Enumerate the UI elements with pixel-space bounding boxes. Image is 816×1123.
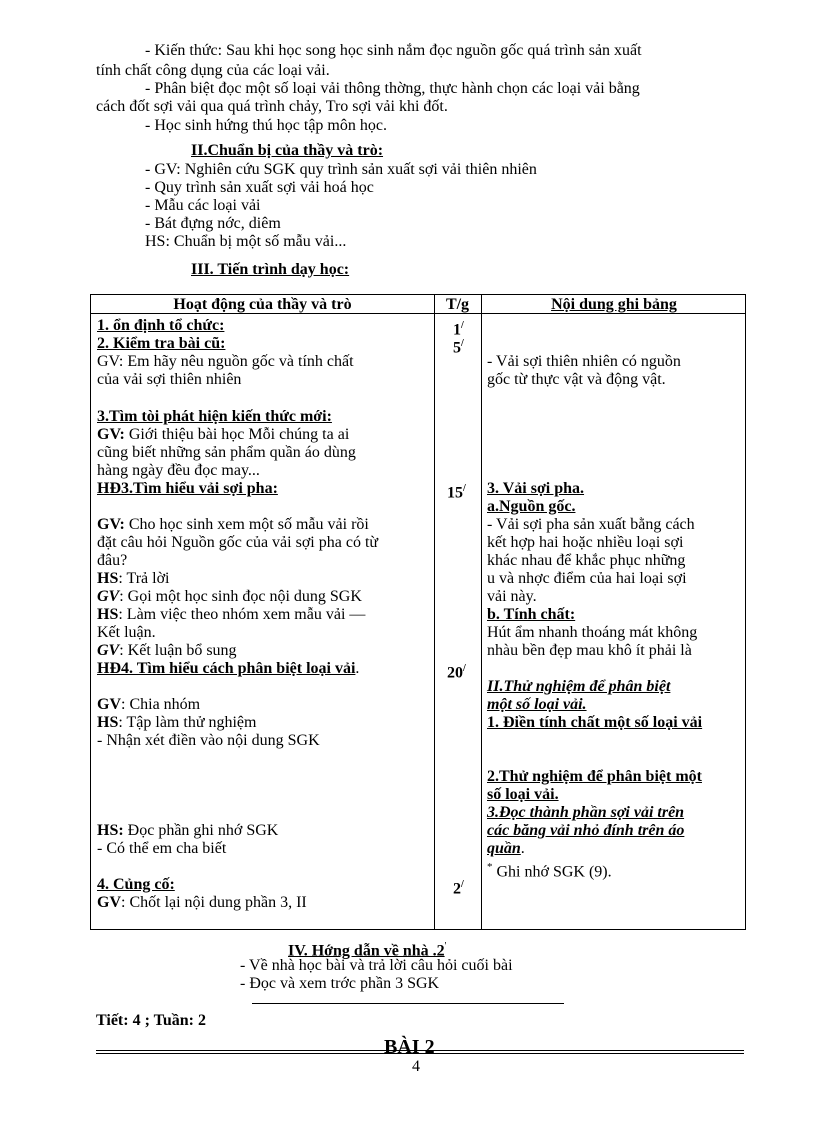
activity-4-heading: [97, 660, 359, 678]
activity-line: [97, 588, 362, 606]
separator-line: [252, 1003, 564, 1004]
activity-line: đâu?: [97, 552, 128, 569]
memo-line: - Có thể em cha biết: [97, 840, 227, 857]
activity-line: [97, 606, 365, 624]
speaker-label: HS: [97, 606, 119, 623]
homework-heading-mark: ': [444, 941, 447, 952]
content-subheading: b. Tính chất:: [487, 606, 576, 623]
intro-line: [97, 426, 349, 444]
memo-note-text: Ghi nhớ SGK (9).: [492, 863, 612, 881]
prep-item: - Bát đựng nớc, diêm: [145, 215, 281, 232]
column-divider: [481, 295, 482, 929]
prep-item: HS: Chuẩn bị một số mẫu vải...: [145, 233, 347, 250]
activity-text: : Kết luận bổ sung: [119, 642, 237, 659]
objective-distinguish: - Phân biệt đọc một số loại vải thông thờng, thực hành chọn các loại vải bằng: [145, 80, 640, 97]
activity-line: [97, 642, 237, 660]
section-old-lesson-check: 2. Kiểm tra bài cũ:: [97, 335, 226, 352]
content-heading: một số loại vải.: [487, 696, 587, 713]
content-heading: II.Thử nghiệm để phân biệt: [487, 678, 671, 695]
time-unit: /: [461, 338, 464, 349]
activity-text: : Chia nhóm: [121, 696, 201, 713]
activity-line: Kết luận.: [97, 624, 156, 641]
activity-line: - Nhận xét điền vào nội dung SGK: [97, 732, 320, 749]
content-subheading: [487, 840, 525, 858]
time-unit: /: [461, 320, 464, 331]
intro-line: cũng biết những sản phẩm quần áo dùng: [97, 444, 356, 461]
time-number: 15: [447, 484, 463, 502]
content-subheading: 1. Điền tính chất một số loại vải: [487, 714, 703, 731]
activity-3-heading: HĐ3.Tìm hiểu vải sợi pha:: [97, 480, 278, 497]
time-unit: /: [463, 663, 466, 674]
prep-item: - Mẫu các loại vải: [145, 197, 261, 214]
intro-line: hàng ngày đều đọc may...: [97, 462, 260, 479]
content-line: - Vải sợi thiên nhiên có nguồn: [487, 353, 681, 370]
section-organization: 1. ổn định tổ chức:: [97, 317, 225, 334]
header-activity: Hoạt động của thầy và trò: [173, 296, 352, 313]
content-subheading: số loại vải.: [487, 786, 559, 803]
activity-text: : Tập làm thử nghiệm: [118, 714, 257, 731]
speaker-label: GV: [97, 588, 120, 605]
objective-knowledge-cont: tính chất công dụng của các loại vải.: [96, 62, 330, 79]
intro-text: Giới thiệu bài học Mỗi chúng ta ai: [124, 426, 350, 443]
process-heading: III. Tiến trình dạy học:: [191, 261, 350, 278]
content-line: gốc từ thực vật và động vật.: [487, 371, 666, 388]
section-new-knowledge: 3.Tìm tòi phát hiện kiến thức mới:: [97, 408, 332, 425]
content-line: nhàu bền đẹp mau khô ít phải là: [487, 642, 692, 659]
activity-text: Cho học sinh xem một số mẫu vải rồi: [124, 516, 369, 533]
section-consolidation: 4. Củng cố:: [97, 876, 175, 893]
lesson-info: Tiết: 4 ; Tuần: 2: [96, 1012, 206, 1029]
prep-item: - GV: Nghiên cứu SGK quy trình sản xuất sợi vải thiên nhiên: [145, 161, 537, 178]
activity-4-title: HĐ4. Tìm hiểu cách phân biệt loại vải: [97, 660, 356, 677]
activity-line: [97, 696, 200, 714]
speaker-label: GV: [97, 642, 120, 659]
objective-interest: - Học sinh hứng thú học tập môn học.: [145, 117, 387, 134]
speaker-label: HS: [97, 714, 119, 731]
content-line: kết hợp hai hoặc nhiều loại sợi: [487, 534, 684, 551]
content-line: - Vải sợi pha sản xuất bằng cách: [487, 516, 695, 533]
speaker-label: GV:: [97, 426, 125, 443]
time-value: [447, 480, 466, 502]
activity-line: đặt câu hỏi Nguồn gốc của vải sợi pha có từ: [97, 534, 379, 551]
activity-text: : Chốt lại nội dung phần 3, II: [121, 894, 307, 911]
content-subheading: 3.Đọc thành phần sợi vải trên: [487, 804, 685, 821]
objective-distinguish-cont: cách đốt sợi vải qua quá trình chảy, Tro sợi vải khi đốt.: [96, 98, 448, 115]
time-number: 20: [447, 664, 463, 682]
content-dot: .: [520, 840, 525, 857]
activity-4-dot: .: [355, 660, 360, 677]
page-number: 4: [412, 1058, 420, 1075]
footer-rule: [96, 1053, 744, 1054]
lesson-title: BÀI 2: [384, 1036, 435, 1058]
activity-text: : Trả lời: [118, 570, 170, 587]
question-line: của vải sợi thiên nhiên: [97, 371, 242, 388]
content-line: khác nhau để khắc phục những: [487, 552, 686, 569]
homework-item: - Về nhà học bài và trả lời câu hỏi cuối bài: [240, 957, 513, 974]
content-heading: 3. Vải sợi pha.: [487, 480, 585, 497]
content-line: u và nhợc điểm của hai loại sợi: [487, 570, 687, 587]
prep-item: - Quy trình sản xuất sợi vải hoá học: [145, 179, 374, 196]
content-line: vải này.: [487, 588, 537, 605]
column-divider: [434, 295, 435, 929]
activity-text: : Làm việc theo nhóm xem mẫu vải —: [118, 606, 366, 623]
content-subheading: các băng vải nhỏ đính trên áo: [487, 822, 685, 839]
objective-knowledge: - Kiến thức: Sau khi học song học sinh nắm đọc nguồn gốc quá trình sản xuất: [145, 42, 642, 59]
header-time: T/g: [445, 296, 470, 313]
homework-heading-text: IV. Hớng dẫn về nhà .2: [288, 942, 445, 960]
memo-text: Đọc phần ghi nhớ SGK: [123, 822, 279, 839]
content-subheading: a.Nguồn gốc.: [487, 498, 576, 515]
speaker-label: HS: [97, 570, 119, 587]
content-line: Hút ẩm nhanh thoáng mát không: [487, 624, 698, 641]
memo-line: [97, 822, 278, 840]
content-subheading: 2.Thử nghiệm để phân biệt một: [487, 768, 702, 785]
activity-line: [97, 516, 369, 534]
speaker-label: GV:: [97, 516, 125, 533]
activity-line: [97, 714, 256, 732]
prep-heading: II.Chuẩn bị của thầy và trò:: [191, 142, 384, 159]
asterisk-mark: *: [487, 861, 493, 873]
memo-note: [487, 858, 612, 881]
activity-line: [97, 570, 170, 588]
homework-item: - Đọc và xem trớc phần 3 SGK: [240, 975, 440, 992]
time-value: [447, 660, 466, 682]
time-value: [453, 335, 464, 357]
time-unit: /: [463, 483, 466, 494]
question-line: GV: Em hãy nêu nguồn gốc và tính chất: [97, 353, 354, 370]
time-unit: /: [461, 879, 464, 890]
activity-text: : Gọi một học sinh đọc nội dung SGK: [119, 588, 362, 605]
activity-line: [97, 894, 307, 912]
lesson-table: [90, 294, 746, 930]
time-value: [453, 876, 464, 898]
content-subheading-word: quần: [487, 840, 521, 857]
footer-rule: [96, 1050, 744, 1051]
header-content: Nội dung ghi bảng: [551, 296, 677, 313]
speaker-label: HS:: [97, 822, 124, 839]
time-number: 2: [453, 880, 461, 898]
speaker-label: GV: [97, 696, 121, 713]
time-number: 1: [453, 321, 461, 339]
speaker-label: GV: [97, 894, 121, 911]
time-number: 5: [453, 339, 461, 357]
